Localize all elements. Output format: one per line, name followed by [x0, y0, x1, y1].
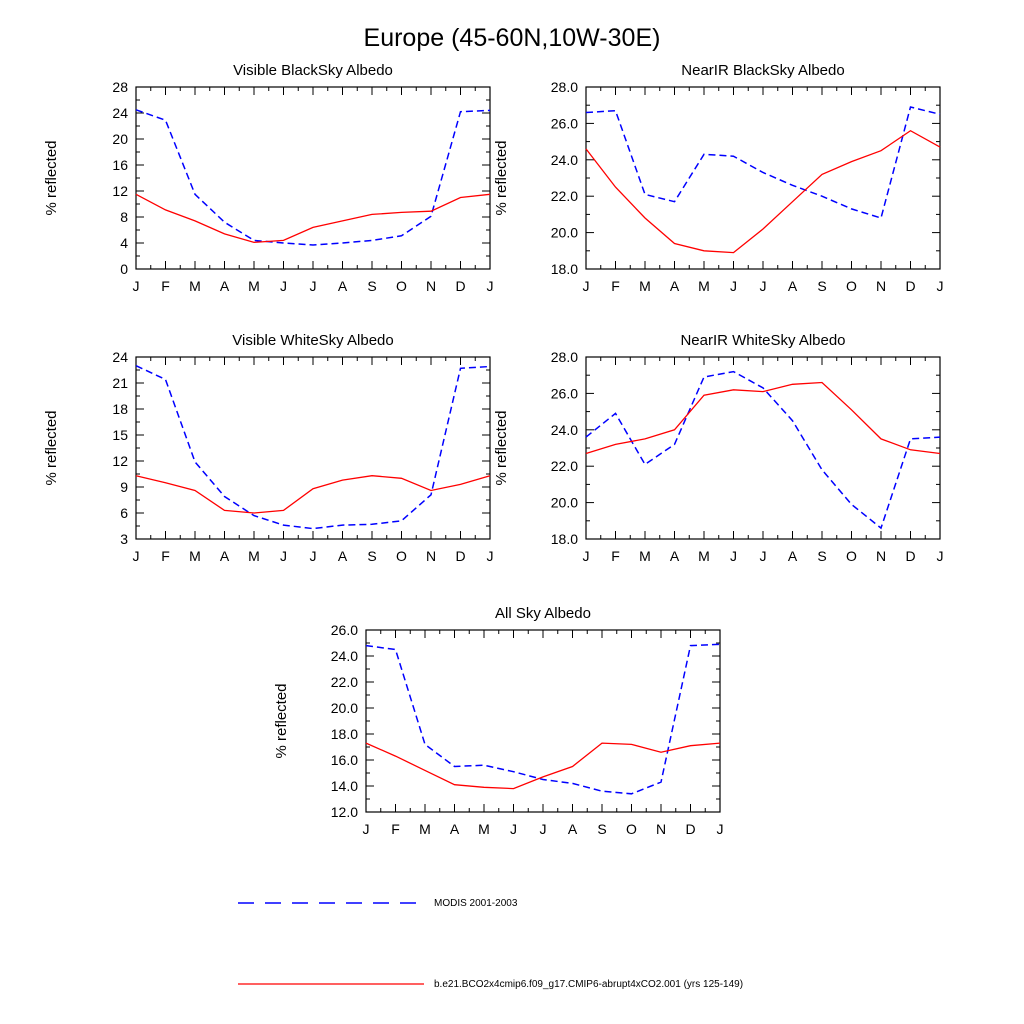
x-tick-label: A: [669, 548, 680, 564]
y-tick-label: 24.0: [550, 421, 578, 438]
chart-visible-whitesky-albedo: [28, 325, 498, 575]
legend-line-modis-icon: [238, 897, 424, 909]
y-tick-label: 28: [112, 79, 128, 95]
x-tick-label: M: [248, 278, 260, 294]
y-tick-label: 12.0: [330, 804, 358, 820]
x-tick-label: F: [611, 548, 620, 564]
x-tick-label: D: [455, 548, 466, 564]
x-tick-label: N: [425, 278, 437, 294]
x-tick-label: F: [161, 278, 170, 294]
y-tick-label: 22.0: [550, 188, 578, 205]
x-tick-label: S: [367, 548, 377, 564]
series-model: [136, 194, 490, 242]
y-tick-label: 24.0: [330, 648, 358, 664]
x-tick-label: M: [639, 278, 651, 294]
x-tick-label: O: [396, 278, 407, 294]
y-axis-label: % reflected: [43, 410, 60, 486]
y-tick-label: 0: [120, 261, 128, 277]
x-tick-label: J: [362, 821, 370, 837]
x-tick-label: J: [759, 278, 767, 294]
y-tick-label: 21: [112, 375, 128, 391]
x-tick-label: A: [337, 548, 348, 564]
x-tick-label: S: [597, 821, 607, 837]
x-tick-label: D: [455, 278, 466, 294]
x-tick-label: J: [716, 821, 724, 837]
y-tick-label: 4: [120, 235, 128, 251]
x-tick-label: O: [626, 821, 637, 837]
x-tick-label: A: [219, 548, 230, 564]
x-tick-label: A: [219, 278, 230, 294]
x-tick-label: J: [759, 548, 767, 564]
plot-frame: [586, 357, 940, 539]
y-tick-label: 9: [120, 479, 128, 495]
y-axis-label: % reflected: [493, 410, 510, 486]
x-tick-label: J: [510, 821, 517, 837]
x-tick-label: A: [337, 278, 348, 294]
x-tick-label: D: [905, 548, 916, 564]
x-tick-label: J: [730, 548, 737, 564]
x-tick-label: J: [309, 278, 317, 294]
x-tick-label: J: [132, 548, 140, 564]
x-tick-label: J: [582, 548, 590, 564]
x-tick-label: S: [367, 278, 377, 294]
x-tick-label: M: [698, 548, 710, 564]
panel-title: NearIR WhiteSky Albedo: [680, 332, 846, 349]
x-tick-label: A: [567, 821, 578, 837]
x-tick-label: D: [685, 821, 696, 837]
y-tick-label: 18.0: [550, 531, 578, 547]
chart-visible-blacksky-albedo: [28, 55, 498, 305]
x-tick-label: M: [189, 548, 201, 564]
y-axis-label: % reflected: [493, 140, 510, 216]
y-tick-label: 14.0: [330, 778, 358, 794]
y-tick-label: 24.0: [550, 151, 578, 168]
x-tick-label: A: [449, 821, 460, 837]
panel-title: NearIR BlackSky Albedo: [681, 62, 845, 79]
y-tick-label: 6: [120, 505, 128, 521]
plot-frame: [366, 630, 720, 812]
series-modis: [586, 107, 940, 218]
x-tick-label: J: [486, 278, 494, 294]
y-tick-label: 24: [112, 105, 128, 121]
legend-item-model: [238, 978, 743, 990]
x-tick-label: M: [478, 821, 490, 837]
x-tick-label: J: [309, 548, 317, 564]
x-tick-label: S: [817, 278, 827, 294]
y-tick-label: 22.0: [550, 458, 578, 475]
y-axis-label: % reflected: [43, 140, 60, 216]
x-tick-label: J: [730, 278, 737, 294]
y-tick-label: 18: [112, 401, 128, 417]
legend-item-modis: [238, 897, 517, 909]
x-tick-label: M: [248, 548, 260, 564]
y-tick-label: 8: [120, 209, 128, 225]
legend-line-model-icon: [238, 978, 424, 990]
series-model: [136, 476, 490, 513]
legend-label-model: b.e21.BCO2x4cmip6.f09_g17.CMIP6-abrupt4xCO2.001 (yrs 125-149): [434, 978, 744, 990]
y-tick-label: 3: [120, 531, 128, 547]
y-tick-label: 18.0: [330, 726, 358, 742]
x-tick-label: N: [875, 278, 887, 294]
chart-all-sky-albedo: [258, 598, 728, 848]
series-modis: [586, 372, 940, 528]
x-tick-label: J: [280, 548, 287, 564]
y-tick-label: 16: [112, 157, 128, 173]
y-tick-label: 28.0: [550, 349, 578, 365]
y-axis-label: % reflected: [273, 683, 290, 759]
plot-frame: [136, 357, 490, 539]
y-tick-label: 26.0: [550, 385, 578, 402]
x-tick-label: A: [787, 278, 798, 294]
y-tick-label: 20.0: [550, 494, 578, 511]
x-tick-label: F: [161, 548, 170, 564]
x-tick-label: S: [817, 548, 827, 564]
x-tick-label: J: [132, 278, 140, 294]
x-tick-label: M: [189, 278, 201, 294]
x-tick-label: N: [425, 548, 437, 564]
x-tick-label: F: [611, 278, 620, 294]
panel-title: Visible WhiteSky Albedo: [232, 332, 394, 349]
x-tick-label: O: [396, 548, 407, 564]
x-tick-label: A: [669, 278, 680, 294]
x-tick-label: J: [936, 548, 944, 564]
y-tick-label: 15: [112, 427, 128, 443]
x-tick-label: M: [419, 821, 431, 837]
x-tick-label: N: [875, 548, 887, 564]
x-tick-label: N: [655, 821, 667, 837]
x-tick-label: O: [846, 548, 857, 564]
x-tick-label: J: [936, 278, 944, 294]
x-tick-label: O: [846, 278, 857, 294]
y-tick-label: 26.0: [330, 622, 358, 638]
y-tick-label: 20.0: [550, 224, 578, 241]
series-model: [586, 383, 940, 454]
series-modis: [136, 110, 490, 245]
x-tick-label: A: [787, 548, 798, 564]
y-tick-label: 18.0: [550, 261, 578, 277]
y-tick-label: 22.0: [330, 674, 358, 690]
y-tick-label: 24: [112, 349, 128, 365]
y-tick-label: 12: [112, 183, 128, 199]
x-tick-label: J: [582, 278, 590, 294]
y-tick-label: 12: [112, 453, 128, 469]
x-tick-label: M: [639, 548, 651, 564]
x-tick-label: J: [280, 278, 287, 294]
y-tick-label: 20.0: [330, 700, 358, 716]
x-tick-label: J: [539, 821, 547, 837]
legend-label-modis: MODIS 2001-2003: [434, 897, 518, 909]
figure-title: Europe (45-60N,10W-30E): [363, 24, 661, 52]
x-tick-label: M: [698, 278, 710, 294]
y-tick-label: 28.0: [550, 79, 578, 95]
series-modis: [136, 366, 490, 529]
y-tick-label: 26.0: [550, 115, 578, 132]
series-model: [366, 743, 720, 789]
chart-nearir-whitesky-albedo: [478, 325, 948, 575]
panel-title: All Sky Albedo: [495, 605, 591, 622]
y-tick-label: 20: [112, 131, 128, 147]
series-model: [586, 131, 940, 253]
chart-nearir-blacksky-albedo: [478, 55, 948, 305]
x-tick-label: D: [905, 278, 916, 294]
series-modis: [366, 644, 720, 794]
x-tick-label: F: [391, 821, 400, 837]
y-tick-label: 16.0: [330, 752, 358, 768]
x-tick-label: J: [486, 548, 494, 564]
panel-title: Visible BlackSky Albedo: [233, 62, 393, 79]
